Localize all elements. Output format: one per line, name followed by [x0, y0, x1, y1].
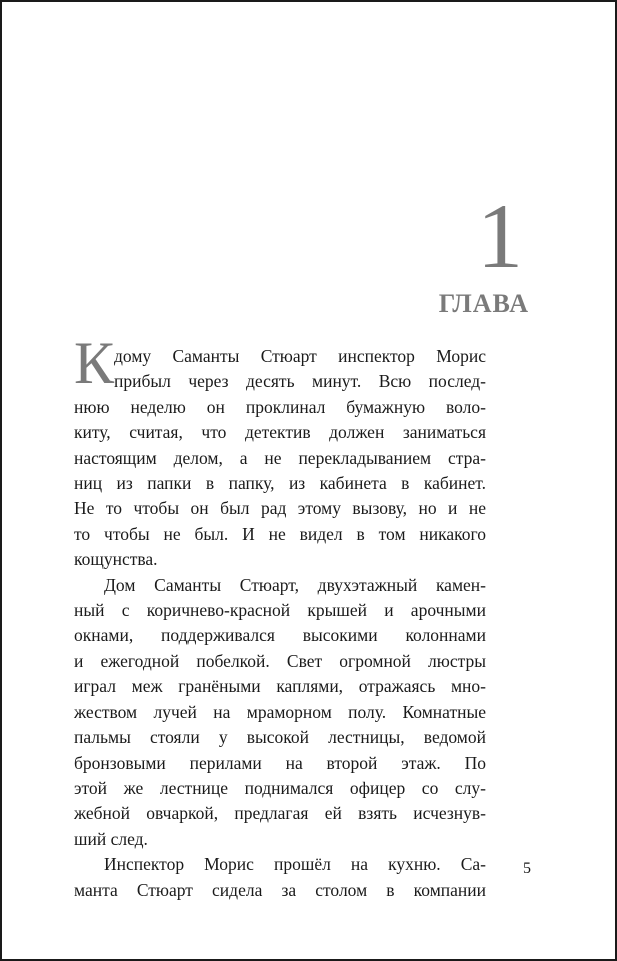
- text-line: жеством лучей на мраморном полу. Комнатные: [74, 701, 486, 722]
- text-line: этой же лестнице поднимался офицер со слу-: [74, 777, 486, 798]
- text-line: окнами, поддерживался высокими колоннами: [74, 625, 486, 646]
- text-line: ный с коричнево-красной крышей и арочными: [74, 600, 486, 621]
- text-line: и ежегодной побелкой. Свет огромной люстры: [74, 650, 486, 671]
- text-line: кощунства.: [74, 549, 158, 570]
- page-number: 5: [523, 860, 531, 877]
- text-line: киту, считая, что детектив должен заниматься: [74, 422, 486, 443]
- text-line: манта Стюарт сидела за столом в компании: [74, 879, 486, 900]
- text-line: то чтобы не был. И не видел в том никакого: [74, 523, 486, 544]
- drop-cap: К: [74, 330, 115, 396]
- text-line: Инспектор Морис прошёл на кухню. Са-: [104, 854, 486, 875]
- text-line: дому Саманты Стюарт инспектор Морис: [114, 346, 486, 366]
- text-line: настоящим делом, а не перекладыванием стра-: [74, 447, 486, 468]
- chapter-number: 1: [477, 185, 523, 287]
- text-line: нюю неделю он проклинал бумажную воло-: [74, 396, 486, 417]
- text-line: прибыл через десять минут. Всю послед-: [114, 371, 486, 392]
- text-line: пальмы стояли у высокой лестницы, ведомой: [74, 727, 486, 748]
- text-line: Не то чтобы он был рад этому вызову, но и не: [74, 498, 486, 519]
- text-line: бронзовыми перилами на второй этаж. По: [74, 752, 486, 773]
- text-line: жебной овчаркой, предлагая ей взять исчезнув-: [74, 803, 486, 824]
- body-text: [74, 344, 486, 903]
- text-line: играл меж гранёными каплями, отражаясь мно-: [74, 676, 486, 697]
- text-line: Дом Саманты Стюарт, двухэтажный камен-: [104, 574, 486, 595]
- text-line: ниц из папки в папку, из кабинета в кабинет.: [74, 473, 486, 494]
- text-line: ший след.: [74, 828, 148, 849]
- chapter-heading: ГЛАВА: [438, 289, 529, 318]
